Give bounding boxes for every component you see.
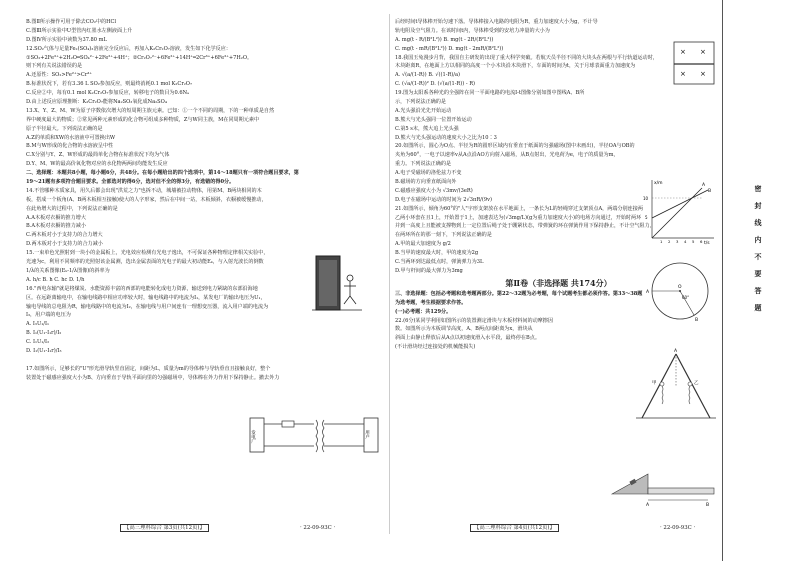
text-line: 17.如图所示，足够长的"U"形光滑导轨竖直固定，间距为L，质量为m的导体棒与导轨垂直且接触良好，整个 bbox=[26, 365, 271, 372]
text-line: D. I₁(U₁-I₁r)/I₃ bbox=[26, 347, 62, 354]
text-line: 板，搭成一个板角(A、B两木板相互接触)使大的人字形家，然后在中间一站，木板倾斜，衣橱被缓慢推动， bbox=[26, 196, 267, 203]
text-line: B. I₁(U₁-I₁r)/I₂ bbox=[26, 330, 62, 337]
text-line: A. h/c B. h C. hc D. 1/h bbox=[26, 276, 85, 283]
field-mark: × bbox=[700, 48, 706, 56]
binding-notice bbox=[751, 180, 765, 316]
circle-label: A bbox=[646, 290, 650, 295]
text-line: D.两木板对小于支持力的合力减小 bbox=[26, 241, 103, 248]
field-mark: × bbox=[700, 70, 706, 78]
xt-graph-figure bbox=[642, 176, 716, 250]
graph-x-label: t/s bbox=[704, 241, 710, 246]
text-line: C. I₁U₁/I₂ bbox=[26, 339, 50, 346]
text-line: B.当甲的速度最大时，甲的速度为2g bbox=[395, 250, 479, 257]
column-divider bbox=[389, 14, 390, 534]
triangle-label: A bbox=[674, 349, 678, 354]
text-line: C.X分别与Y、Z、W形成的最简单化合物在标准状况下均为气体 bbox=[26, 152, 170, 159]
triangle-frame-figure bbox=[634, 346, 718, 428]
binding-notice-char: 线 bbox=[754, 218, 762, 227]
circle-label: 60° bbox=[682, 295, 690, 300]
text-line: 夹角为60°，一电子以速率v从A点沿AO方向射入磁场，从B点射出，光电荷为e，电子的质量为m， bbox=[395, 152, 619, 159]
transmission-circuit-figure bbox=[246, 412, 386, 464]
field-mark: × bbox=[680, 70, 686, 78]
text-line: A. mg(t - R/(B²L²)) B. mg(t - 2R/(B²L²)) bbox=[395, 36, 494, 43]
footer-left-title-text: 【高三理科综合 第3页(共12页)】 bbox=[120, 524, 209, 532]
text-line: 区。在远距离输电中，在输电线路中相应功率较大时，输电线路中的电流为I₁，某发电厂的输出电压为U₁， bbox=[26, 294, 266, 301]
text-line: 则下列有关说法错误的是 bbox=[26, 63, 83, 70]
magnetic-field-figure bbox=[672, 40, 716, 90]
text-line: D.甲与杆间的最大弹力为3mg bbox=[395, 267, 463, 274]
text-line: 输电导线的总电阻为R，输电线路中的电流为I₂，在输电线与用户间连有一理想变压器，流入用户端的电流为 bbox=[26, 303, 269, 310]
text-line: 光速为c，利用不同频率的光照射该金属测，选出金属表面的光电子的最大初动能Eₖ，与入射光波长的倒数 bbox=[26, 259, 264, 266]
text-line: 21.如图所示，倾角为60°的"人"字形支架放在水平地面上，一条长为L的轻绳穿过支架顶点A，两端分别连接两 bbox=[395, 205, 643, 212]
graph-series-b: B bbox=[708, 189, 712, 194]
text-line: D.熊大与光头强运动的速度大小之比为10∶3 bbox=[395, 134, 497, 141]
text-line: 轨电阻及空气阻力。在该时间t内，导体棒受到的安培力冲量的大小为 bbox=[395, 27, 550, 34]
text-line: 14.不管哪种木质家具，用久后都会出现"洪荒之力"也拆不动，城墙被拉动物体，用第M、B两块相同的木 bbox=[26, 187, 262, 194]
text-line: 在此角增大的过程中，下列说法正确的是 bbox=[26, 205, 118, 212]
text-line: D.由上述反应原理推断：K₂Cr₂O₇能将Na₂SO₃氧化成Na₂SO₄ bbox=[26, 99, 167, 106]
text-line: D.图Ⅳ所示实验中读数为37.80 mL bbox=[26, 36, 107, 43]
graph-line-b bbox=[652, 190, 708, 218]
text-line: 二、选择题：本题共8小题，每小题6分，共48分。在每小题给出的四个选项中，第14～18题只有一项符合题目要求，第 bbox=[26, 170, 299, 177]
text-line: A. I₃U₁/I₁ bbox=[26, 321, 50, 328]
text-line: ①SO₂+2Fe³⁺+2H₂O═SO₄²⁻+2Fe²⁺+4H⁺；②Cr₂O₇²⁻+6Fe²⁺+14H⁺═2Cr³⁺+6Fe³⁺+7H₂O。 bbox=[26, 54, 253, 61]
text-line: 19.图为太阳系各种光的全强阵在同一平面电路的电流I-t图像分别如图中图线A、B所 bbox=[395, 90, 585, 97]
text-line: A.电子受磁场的洛伦兹力不变 bbox=[395, 170, 462, 177]
text-line: 三、非选择题：包括必考题和选考题两部分。第22～32题为必考题，每个试题考生都必须作答。第33～38题 bbox=[395, 290, 643, 297]
ramp-label: A bbox=[646, 503, 650, 508]
text-line: 第Ⅱ卷（非选择题 共174分） bbox=[505, 277, 612, 288]
ramp-figure bbox=[608, 470, 718, 514]
text-line: 12.SO₂气体与足量Fe₂(SO₄)₃溶液完全反应后，再加入K₂Cr₂O₇溶液，发生如下化学反应： bbox=[26, 45, 231, 52]
text-line: 18.我国玉兔漫步月背，我国自主研发的出现了重大科学突破。若航天员半径不同的大块头在两根与平行轨道运动时， bbox=[395, 54, 658, 61]
text-line: 后经时间t导体棒开始匀速下落。导体棒接入电路的电阻为R，重力加速度大小为g，不计导 bbox=[395, 19, 598, 25]
text-line: 示，下列说法正确的是 bbox=[395, 99, 446, 106]
binding-margin bbox=[722, 0, 794, 561]
text-line: D.Y、M、W的最高价氧化物对应的水化物两两间均能发生反应 bbox=[26, 161, 168, 168]
graph-series-a: A bbox=[702, 183, 706, 188]
text-line: B.磁场的方向垂直纸面向外 bbox=[395, 179, 457, 186]
graph-x-tick: 2 bbox=[668, 239, 671, 244]
footer-left-code: · 22-09-93C · bbox=[300, 525, 336, 531]
wardrobe-figure bbox=[312, 252, 362, 318]
text-line: A. √(a/(1-R)) B. √((1-R)/a) bbox=[395, 72, 461, 79]
text-line: C.反应②中，每有0.1 mol K₂Cr₂O₇参加反应，转移电子的数目为0.6Nₐ bbox=[26, 90, 190, 97]
circuit-left-label: 发电厂 bbox=[250, 430, 256, 444]
text-line: B.M与W形成的化合物的水溶液呈中性 bbox=[26, 143, 114, 150]
text-line: 为选考题，考生根据要求作答。 bbox=[395, 299, 467, 306]
graph-y-label: x/m bbox=[654, 181, 663, 186]
text-line: 1/λ的关系图像(Eₖ-1/λ图像)的斜率为 bbox=[26, 267, 110, 274]
circle-label: B bbox=[695, 318, 699, 323]
text-line: A.光头强沿光先开始运动 bbox=[395, 107, 452, 114]
footer-right-title bbox=[470, 523, 559, 533]
text-line: 16."西电东输"就是将煤炭、水能资源丰富的西部的电能转化成电力资源，输送到电力紧缺的东部沿海地 bbox=[26, 285, 258, 292]
footer-right-code: · 22-09-93C · bbox=[660, 525, 696, 531]
text-line: 乙两小环套在且1上，开始置于1上，加速表达为(√3mg/L)(g为重力加速度大小)的电场方向通过，开始时两环 bbox=[395, 214, 642, 221]
binding-notice-char: 要 bbox=[754, 269, 762, 278]
text-line: C.当两环到达最低点时，弹簧弹力为3L bbox=[395, 259, 484, 266]
graph-x-tick: 5 bbox=[692, 239, 695, 244]
text-line: D.电子在磁场中运动的时间为 2√3πR/(9v) bbox=[395, 196, 492, 203]
footer-right-title-text: 【高三理科综合 第4页(共12页)】 bbox=[470, 524, 559, 532]
circle-field-figure bbox=[644, 258, 716, 328]
text-line: (不计滑块经过连接处的机械能损失) bbox=[395, 344, 476, 351]
text-line: I₃，用户端的电压为 bbox=[26, 312, 71, 319]
text-line: A.还原性：SO₂>Fe²⁺>Cr³⁺ bbox=[26, 72, 92, 79]
binding-notice-char: 封 bbox=[754, 201, 762, 210]
graph-x-tick: 4 bbox=[684, 239, 687, 244]
text-line: 15.一束单色光照射到一块小的金属板上，光电效应检测有光电子逸出，不可保证各种物理定律相关实验中， bbox=[26, 250, 269, 257]
ramp-label: B bbox=[706, 503, 710, 508]
text-line: 装置处于磁感应强度大小为B、方向垂直于导轨平面向里的匀强磁场中，导体棒在外力作用下保持静止。撤去外力 bbox=[26, 374, 280, 381]
text-line: 原子半径最大。下列说法正确的是 bbox=[26, 125, 103, 132]
text-line: C. (√a/(1-R))² D. (√(a/(1-R)) - R) bbox=[395, 81, 476, 88]
graph-line-a bbox=[652, 188, 702, 238]
binding-notice-char: 题 bbox=[754, 303, 762, 312]
text-line: B.标准状况下，若有3.36 L SO₂参加反应，则最终消耗0.1 mol K₂Cr₂O₇ bbox=[26, 81, 193, 88]
text-line: 13.X、Y、Z、M、W为原子序数依次增大的短周期主族元素。已知：①一个不同的周期，下的一种单质是自然 bbox=[26, 107, 275, 114]
graph-x-tick: 6 bbox=[700, 239, 703, 244]
text-line: 重力。下列说法正确的是 bbox=[395, 161, 452, 168]
binding-notice-char: 密 bbox=[754, 184, 762, 193]
text-line: 20.如图所示，圆心为O点、半径为R的圆形区域内有垂直于纸面的匀强磁场(图中未画出)，半径OA与OB的 bbox=[395, 143, 635, 150]
text-line: A.A木板对衣橱的推力增大 bbox=[26, 214, 86, 221]
text-line: 木块距离R，在地面上方以相同的高度一个小木块沿木块滑下，车面的时间为t，关于月球表面重力加速度为 bbox=[395, 63, 636, 70]
graph-y-tick: 5 bbox=[645, 215, 648, 220]
text-line: 斜面上由静止释放后从A点以初速度滑入水平段，最终停在B点。 bbox=[395, 335, 540, 342]
text-line: B.图Ⅱ所示操作可用于除去CO₂中的HCl bbox=[26, 19, 117, 25]
text-line: B.A木板对衣橱的推力减小 bbox=[26, 223, 86, 230]
text-line: C.第5 s末，熊大追上光头强 bbox=[395, 125, 459, 132]
circle-label: O bbox=[678, 285, 682, 290]
text-line: 界中硬度最大的物质；②常见两种元素形成的化合物可组成多种物质，Z与W同主族，M在同周期元素中 bbox=[26, 116, 260, 123]
triangle-label: 甲 bbox=[652, 381, 657, 386]
binding-notice-char: 不 bbox=[754, 252, 762, 261]
footer-left-title bbox=[120, 523, 209, 533]
left-column bbox=[26, 18, 384, 383]
text-line: 数。如图所示为木板调节高度，A、B两点间距离为x，滑块从 bbox=[395, 326, 533, 333]
text-line: 19～21题有多项符合题目要求。全部选对的得6分，选对但不全的得3分，有选错的得0分。 bbox=[26, 179, 235, 186]
circuit-right-label: 用户 bbox=[364, 430, 370, 439]
text-line: C.两木板对小于支持力的合力增大 bbox=[26, 232, 103, 239]
field-mark: × bbox=[680, 48, 686, 56]
binding-notice-char: 答 bbox=[754, 286, 762, 295]
binding-notice-char: 内 bbox=[754, 235, 762, 244]
graph-x-tick: 1 bbox=[660, 239, 663, 244]
text-line: B.熊大与光头强同一位置开始运动 bbox=[395, 116, 472, 123]
text-line: (一)必考题：共129分。 bbox=[395, 308, 452, 315]
text-line: A.Z的单质和XW的水溶液中可置换出W bbox=[26, 134, 116, 141]
graph-x-tick: 3 bbox=[676, 239, 679, 244]
text-line: A.甲的最大加速度为 g/2 bbox=[395, 241, 451, 248]
text-line: C.磁感应强度大小为 √3mv/(3eR) bbox=[395, 187, 473, 194]
triangle-label: 乙 bbox=[694, 381, 699, 386]
text-line bbox=[26, 356, 384, 365]
text-line: C.图Ⅲ所示实验中U型管内红墨水左侧液面上升 bbox=[26, 27, 133, 34]
text-line: 22.(6分)某同学利用如图所示的装置测定滑块与木板材料间的动摩擦因 bbox=[395, 317, 553, 324]
text-line: 在两环所在的那一刻下，下列说法正确的是 bbox=[395, 232, 492, 239]
text-line: C. mg(t - mR/(B²L²)) D. mg(t - 2mR/(B²L²)) bbox=[395, 45, 504, 52]
text-line: 并到一高度上且能被支撑物到上一定位置后绳子处于绷紧状态，带弹簧的环在弹簧作用下保持静止，不计空气阻力， bbox=[395, 223, 655, 230]
graph-y-tick: 10 bbox=[643, 196, 649, 201]
